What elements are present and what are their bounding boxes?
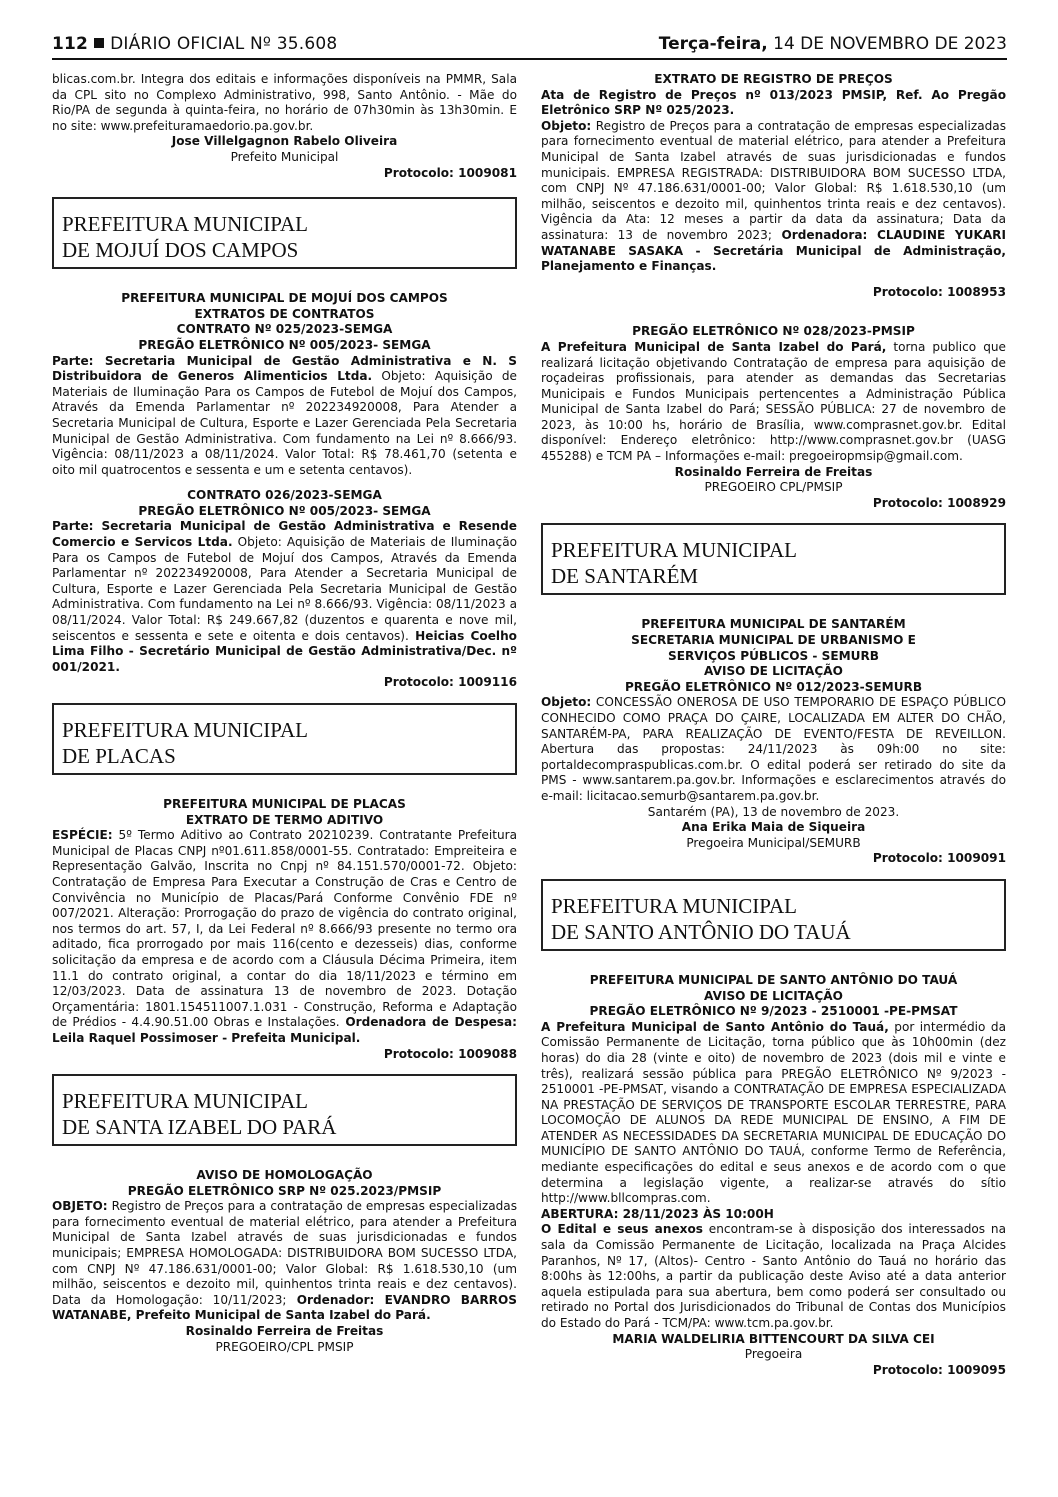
box-line: DE PLACAS — [62, 744, 176, 768]
heading: PREGÃO ELETRÔNICO Nº 028/2023-PMSIP — [632, 324, 915, 339]
box-line: DE SANTA IZABEL DO PARÁ — [62, 1115, 337, 1140]
paragraph — [541, 340, 1006, 465]
heading: AVISO DE LICITAÇÃO — [704, 988, 843, 1003]
protocol: Protocolo: 1009088 — [383, 1046, 517, 1061]
body-text: Registro de Preços para a contratação de empresas especializadas para fornecimento eventual de material elétrico, para atender a Prefeitura Municipal de Santa Izabel através de suas jurisdicionadas e fundos municipais; EMPRESA HOMOLOGADA: DISTRIBUIDORA BOM SUCESSO LTDA, com CNPJ Nº 47.186.631/0001-00; Valor Global: R$ 1.618.530,10 (um milhão, seiscentos e dezoito mil, quinhentos trinta reais e dez centavos). Data da Homologação: 10/11/2023; — [52, 1199, 517, 1307]
body-text: por intermédio da Comissão Permanente de Licitação, torna público que às 10h00min (dez horas) do dia 28 (vinte e oito) de novembro de 2023 (dois mil e vinte e três), realizará sessão pública para PREGÃO ELETRÔNICO Nº 9/2023 - 2510001 -PE-PMSAT, visando a CONTRATAÇÃO DE EMPRESA ESPECIALIZADA NA PRESTAÇÃO DE SERVIÇOS DE TRANSPORTE ESCOLAR TERRESTRE, PARA LOCOMOÇÃO DE ALUNOS DA REDE MUNICIPAL DE ENSINO, A FIM DE ATENDER AS NECESSIDADES DA SECRETARIA MUNICIPAL DE EDUCAÇÃO DO MUNICÍPIO DE SANTO ANTÔNIO DO TAUÁ, conforme Termo de Referência, mediante especificações do edital e seus anexos e de acordo com o que determina a legislação vigente, a realizar-se através do sítio http://www.bllcompras.com. — [541, 1019, 1006, 1206]
box-line: PREFEITURA MUNICIPAL — [62, 718, 309, 742]
body-text: Objeto: Aquisição de Materiais de Iluminação Para os Campos de Futebol de Mojuí dos Campos, Através da Emenda Parlamentar nº 202234920008, Para Atender a Secretaria Municipal de Cultura, Esporte e Lazer Gerenciada Pela Secretaria Municipal de Gestão Administrativa. Com fundamento na Lei nº 8.666/93. Vigência: 08/11/2023 a 08/11/2024. Valor Total: R$ 78.461,70 (setenta e oito mil quatrocentos e sessenta e um e setenta centavos). — [52, 369, 517, 477]
heading: PREGÃO ELETRÔNICO Nº 012/2023-SEMURB — [624, 679, 923, 694]
protocol: Protocolo: 1008929 — [872, 495, 1006, 510]
page-header — [52, 32, 1007, 60]
heading: EXTRATO DE TERMO ADITIVO — [185, 812, 384, 827]
heading: PREFEITURA MUNICIPAL DE SANTO ANTÔNIO DO TAUÁ — [589, 972, 958, 987]
section-box-izabel — [52, 1074, 517, 1146]
heading: PREGÃO ELETRÔNICO SRP Nº 025.2023/PMSIP — [127, 1183, 442, 1198]
box-line: DE SANTO ANTÔNIO DO TAUÁ — [551, 919, 851, 944]
body-text: 5º Termo Aditivo ao Contrato 20210239. Contratante Prefeitura Municipal de Placas CNPJ nº01.611.858/0001-55. Contratado: Empreiteira e Representação Galvão, Inscrita no Cnpj nº 84.151.570/0001-72. Objeto: Contratação de Empresa Para Executar a Construção de Cras e Centro de Convivência no Município de Placas/Pará Conforme Convênio FDE nº 007/2021. Alteração: Prorrogação do prazo de vigência do contrato original, nos termos do art. 57, I, da Lei Federal nº 8.666/93 presente no termo ora aditado, fica prorrogado por mais 116(cento e dezesseis) dias, conforme solicitação da empresa e de acordo com a Cláusula Décima Primeira, item 11.1 do contrato original, a contar do dia 18/11/2023 e término em 12/03/2023. Data de assinatura 13 de novembro de 2023. Dotação Orçamentária: 1801.154511007.1.031 - Construção, Reforma e Adaptação de Prédios - 4.4.90.51.00 Obras e Instalações. — [52, 828, 517, 1030]
paragraph — [52, 354, 517, 479]
protocol: Protocolo: 1009081 — [383, 165, 517, 180]
heading: PREFEITURA MUNICIPAL DE PLACAS — [163, 797, 406, 811]
box-line: DE SANTARÉM — [551, 564, 699, 589]
paragraph — [52, 519, 517, 675]
bold-sign: Heicias Coelho Lima Filho - Secretário Municipal de Gestão Administrativa/Dec. nº 001/2021. — [52, 628, 517, 674]
page-number: 112 — [52, 34, 89, 54]
paragraph — [541, 119, 1006, 275]
opening-date: ABERTURA: 28/11/2023 ÀS 10:00H — [541, 1206, 774, 1221]
paragraph — [52, 828, 517, 1046]
section-box-mojui — [52, 197, 517, 269]
paragraph — [541, 1020, 1006, 1207]
left-column — [52, 72, 517, 1355]
bold-lead: Parte: Secretaria Municipal de Gestão Administrativa e Resende Comercio e Servicos Ltda. — [52, 519, 517, 550]
heading: AVISO DE HOMOLOGAÇÃO — [196, 1168, 373, 1183]
bold-sign: Ordenador: EVANDRO BARROS WATANABE, Prefeito Municipal de Santa Izabel do Pará. — [52, 1292, 517, 1323]
section-box-santarem — [541, 523, 1006, 595]
signer: Rosinaldo Ferreira de Freitas — [185, 1324, 384, 1339]
heading: EXTRATO DE REGISTRO DE PREÇOS — [654, 72, 893, 86]
header-left — [52, 34, 337, 54]
intro-role: Prefeito Municipal — [230, 149, 339, 164]
weekday: Terça-feira, — [658, 34, 768, 54]
bold-lead: A Prefeitura Municipal de Santo Antônio do Tauá, — [541, 1019, 889, 1034]
bold-lead: Objeto: — [541, 695, 592, 710]
section-box-taua — [541, 879, 1006, 951]
protocol: Protocolo: 1009091 — [872, 851, 1006, 866]
intro-signer: Jose Villelgagnon Rabelo Oliveira — [171, 134, 398, 149]
section-box-placas — [52, 703, 517, 775]
heading: CONTRATO Nº 025/2023-SEMGA — [176, 322, 393, 337]
heading: PREFEITURA MUNICIPAL DE MOJUÍ DOS CAMPOS — [121, 291, 448, 306]
paragraph — [541, 695, 1006, 804]
box-line: PREFEITURA MUNICIPAL — [551, 893, 798, 918]
paragraph — [52, 1199, 517, 1324]
heading: AVISO DE LICITAÇÃO — [704, 664, 843, 679]
protocol: Protocolo: 1009116 — [383, 675, 517, 690]
right-column — [541, 72, 1006, 1378]
heading: CONTRATO 026/2023-SEMGA — [187, 488, 382, 503]
box-line: PREFEITURA MUNICIPAL — [62, 212, 309, 237]
heading: EXTRATOS DE CONTRATOS — [194, 306, 375, 321]
heading: PREGÃO ELETRÔNICO Nº 005/2023- SEMGA — [138, 503, 431, 518]
heading: PREFEITURA MUNICIPAL DE SANTARÉM — [641, 617, 906, 632]
header-date — [659, 34, 1007, 54]
heading: SECRETARIA MUNICIPAL DE URBANISMO E — [631, 633, 916, 648]
role: Pregoeira — [744, 1347, 803, 1362]
body-text: torna publico que realizará licitação objetivando Contratação de empresa para aquisição de roçadeiras profissionais, para atender as demandas das Secretarias Municipais e Fundos Municipais pertencentes a Administração Pública Municipal de Santa Izabel do Pará; SESSÃO PÚBLICA: 27 de novembro de 2023, às 10:00 hs, horário de Brasília, www.comprasnet.gov.br. Edital disponível: Endereço eletrônico: http://www.comprasnet.gov.br (UASG 455288) e TCM PA – Informações e-mail: pregoeiropmsip@gmail.com. — [541, 339, 1006, 464]
paragraph — [541, 1222, 1006, 1331]
heading: SERVIÇOS PÚBLICOS - SEMURB — [668, 648, 879, 663]
heading: PREGÃO ELETRÔNICO Nº 9/2023 - 2510001 -PE-PMSAT — [589, 1004, 958, 1019]
protocol: Protocolo: 1008953 — [872, 284, 1006, 299]
role: Pregoeira Municipal/SEMURB — [686, 835, 861, 850]
heading: PREGÃO ELETRÔNICO Nº 005/2023- SEMGA — [138, 337, 431, 352]
bold-sign: Ordenadora: CLAUDINE YUKARI WATANABE SASAKA - Secretária Municipal de Administração, Planejamento e Finanças. — [541, 227, 1006, 274]
signer: MARIA WALDELIRIA BITTENCOURT DA SILVA CEI — [612, 1331, 935, 1346]
bold-lead: Objeto: — [541, 118, 592, 133]
body-text: CONCESSÃO ONEROSA DE USO TEMPORARIO DE ESPAÇO PÚBLICO CONHECIDO COMO PRAÇA DO ÇAIRE, LOCALIZADA EM ALTER DO CHÃO, SANTARÉM-PA, PARA REALIZAÇÃO DE EVENTO/FESTA DE REVEILLON. Abertura das propostas: 24/11/2023 às 09h:00 no site: portaldecompraspublicas.com.br. O edital poderá ser retirado do site da PMS - www.santarem.pa.gov.br. Informações e esclarecimentos através do e-mail: licitacao.semurb@santarem.pa.gov.br. — [541, 695, 1006, 803]
bold-lead: ESPÉCIE: — [52, 828, 113, 843]
bold-lead: A Prefeitura Municipal de Santa Izabel do Pará, — [541, 339, 887, 354]
signer: Rosinaldo Ferreira de Freitas — [674, 464, 873, 479]
box-line: DE MOJUÍ DOS CAMPOS — [62, 238, 299, 263]
bold-sign: Ordenadora de Despesa: Leila Raquel Possimoser - Prefeita Municipal. — [52, 1015, 518, 1045]
box-line: PREFEITURA MUNICIPAL — [62, 1089, 309, 1114]
body-text: encontram-se à disposição dos interessados na sala da Comissão Permanente de Licitação, localizada na Praça Alcides Paranhos, Nº 17, (Altos)- Centro - Santo Antônio do Tauá no horário das 8:00hs às 12:00hs, a partir da publicação deste Aviso até a data anterior aquela estipulada para sua abertura, bem como poderá ser consultado ou retirado no Portal dos Jurisdicionados do Tribunal de Contas dos Municípios do Estado do Pará - TCM/PA: www.tcm.pa.gov.br. — [541, 1222, 1006, 1330]
role: PREGOEIRO CPL/PMSIP — [704, 480, 843, 495]
square-bullet-icon — [94, 38, 104, 48]
heading: Ata de Registro de Preços nº 013/2023 PMSIP, Ref. Ao Pregão Eletrônico SRP Nº 025/2023. — [541, 87, 1006, 118]
body-text: Objeto: Aquisição de Materiais de Iluminação Para os Campos de Futebol de Mojuí dos Campos, Através da Emenda Parlamentar nº 202234920008, Para Atender a Secretaria Municipal de Cultura, Esporte e Lazer Gerenciada Pela Secretaria Municipal de Gestão Administrativa. Com fundamento na Lei nº 8.666/93. Vigência: 08/11/2023 a 08/11/2024. Valor Total: R$ 249.667,82 (duzentos e quarenta e nove mil, seiscentos e sessenta e sete e oitenta e dois centavos). — [52, 535, 517, 643]
place-date: Santarém (PA), 13 de novembro de 2023. — [647, 804, 900, 819]
bold-lead: O Edital e seus anexos — [541, 1222, 703, 1237]
protocol: Protocolo: 1009095 — [872, 1362, 1006, 1377]
publication-title: DIÁRIO OFICIAL Nº 35.608 — [110, 34, 338, 54]
date: 14 DE NOVEMBRO DE 2023 — [773, 34, 1007, 54]
bold-lead: Parte: Secretaria Municipal de Gestão Administrativa e N. S Distribuidora de Generos Alimenticios Ltda. — [52, 353, 517, 384]
intro-text: blicas.com.br. Integra dos editais e informações disponíveis na PMMR, Sala da CPL sito no Complexo Administrativo, 998, Santo Antônio. - Mãe do Rio/PA de segunda à quinta-feira, no horário de 07h30min às 13h30min. E no site: www.prefeituramaedorio.pa.gov.br. — [52, 72, 517, 133]
box-line: PREFEITURA MUNICIPAL — [551, 538, 798, 563]
role: PREGOEIRO/CPL PMSIP — [215, 1339, 354, 1354]
body-text: Registro de Preços para a contratação de empresas especializadas para fornecimento eventual de material elétrico, para atender a Prefeitura Municipal de Santa Izabel através de suas jurisdicionadas e fundos municipais. EMPRESA REGISTRADA: DISTRIBUIDORA BOM SUCESSO LTDA, com CNPJ Nº 47.186.631/0001-00; Valor Global: R$ 1.618.530,10 (um milhão, seiscentos e dezoito mil, quinhentos trinta reais e dez centavos). Vigência da Ata: 12 meses a partir da data da assinatura; Data da assinatura: 13 de novembro 2023; — [541, 118, 1006, 242]
signer: Ana Erika Maia de Siqueira — [681, 820, 866, 835]
bold-lead: OBJETO: — [52, 1199, 108, 1214]
